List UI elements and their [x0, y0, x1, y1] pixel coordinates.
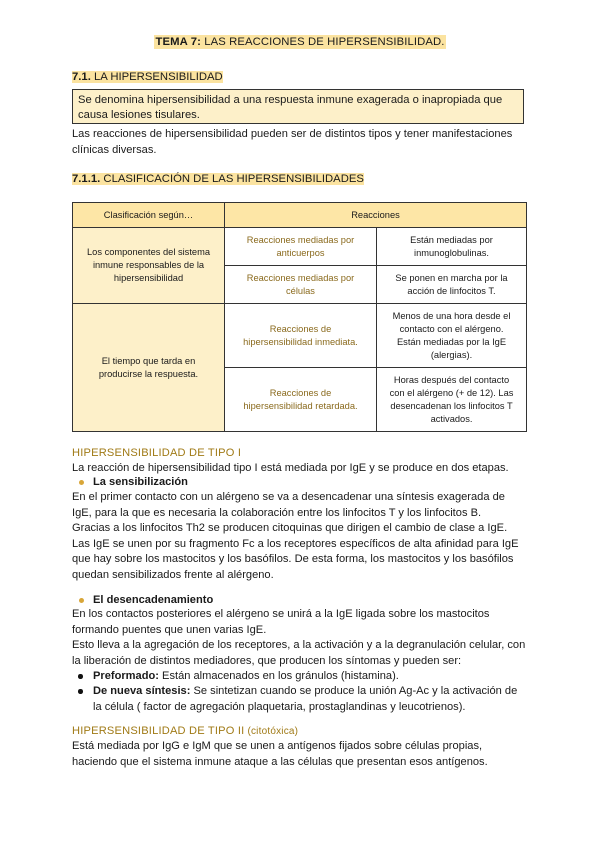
- table-header-cell: Reacciones: [225, 203, 527, 228]
- sensitization-paragraph: En el primer contacto con un alérgeno se va a desencadenar una síntesis exagerada de IgE, para la que es necesaria la colaboración entre los linfocitos T y los linfocitos B. Gracias a los linfocitos Th2 se producen citoquinas que dirigen el cambio de clase a IgE. Las IgE se unen por su fragmento Fc a los receptores específicos de alta afinidad para IgE que hay sobre los mastocitos y los basófilos. De esta forma, los mastocitos y los basófilos quedan sensibilizados frente al alérgeno.: [72, 491, 519, 581]
- table-header-cell: Clasificación según…: [73, 203, 225, 228]
- table-header-row: [73, 203, 527, 228]
- type-2-paragraph: Está mediada por IgG e IgM que se unen a antígenos fijados sobre células propias, haciendo que el sistema inmune ataque a las células que presentan esos antígenos.: [72, 740, 488, 768]
- title-text: LAS REACCIONES DE HIPERSENSIBILIDAD.: [200, 36, 445, 48]
- intro-paragraph: Las reacciones de hipersensibilidad pueden ser de distintos tipos y tener manifestaciones clínicas diversas.: [72, 128, 513, 156]
- section-heading-7-1: 7.1. LA HIPERSENSIBILIDAD: [72, 71, 223, 83]
- definition-box: Se denomina hipersensibilidad a una respuesta inmune exagerada o inapropiada que causa lesiones tisulares.: [72, 89, 524, 124]
- table-row: [73, 304, 527, 368]
- criterion-cell: Los componentes del sistema inmune responsables de la hipersensibilidad: [73, 228, 225, 304]
- bullet-icon: [78, 689, 83, 694]
- type-2-heading: HIPERSENSIBILIDAD DE TIPO II (citotóxica): [72, 725, 299, 737]
- reaction-desc-cell: Horas después del contacto con el alérgeno (+ de 12). Las desencadenan los linfocitos T activados.: [377, 368, 527, 432]
- preformed-item: Preformado: Están almacenados en los gránulos (histamina).: [93, 670, 399, 682]
- reaction-type-cell: Reacciones de hipersensibilidad retardada.: [225, 368, 377, 432]
- triggering-paragraph: En los contactos posteriores el alérgeno se unirá a la IgE ligada sobre los mastocitos formando puentes que unen varias IgE. Esto lleva a la agregación de los receptores, a la activación y a la degranulación celular, con la liberación de distintos mediadores, que producen los síntomas y pueden ser:: [72, 608, 526, 667]
- criterion-cell: El tiempo que tarda en producirse la respuesta.: [73, 304, 225, 432]
- table-row: [73, 228, 527, 266]
- triggering-title: El desencadenamiento: [93, 594, 214, 606]
- sensitization-title: La sensibilización: [93, 476, 188, 488]
- type-1-heading: HIPERSENSIBILIDAD DE TIPO I: [72, 447, 242, 459]
- reaction-desc-cell: Menos de una hora desde el contacto con el alérgeno. Están mediadas por la IgE (alergias).: [377, 304, 527, 368]
- new-synthesis-item: De nueva síntesis: Se sintetizan cuando se produce la unión Ag-Ac y la activación de la célula ( factor de agregación plaquetaria, prostaglandinas y leucotrienos).: [93, 685, 518, 713]
- bullet-dot-icon: [79, 598, 84, 603]
- reaction-type-cell: Reacciones mediadas por células: [225, 266, 377, 304]
- reaction-type-cell: Reacciones de hipersensibilidad inmediata.: [225, 304, 377, 368]
- type-1-intro: La reacción de hipersensibilidad tipo I está mediada por IgE y se produce en dos etapas.: [72, 462, 509, 474]
- title-label: TEMA 7:: [155, 36, 201, 48]
- page-title: [0, 36, 600, 48]
- reaction-type-cell: Reacciones mediadas por anticuerpos: [225, 228, 377, 266]
- bullet-dot-icon: [79, 480, 84, 485]
- section-heading-7-1-1: 7.1.1. CLASIFICACIÓN DE LAS HIPERSENSIBILIDADES: [72, 173, 364, 185]
- bullet-icon: [78, 674, 83, 679]
- classification-table: [72, 202, 527, 432]
- reaction-desc-cell: Se ponen en marcha por la acción de linfocitos T.: [377, 266, 527, 304]
- reaction-desc-cell: Están mediadas por inmunoglobulinas.: [377, 228, 527, 266]
